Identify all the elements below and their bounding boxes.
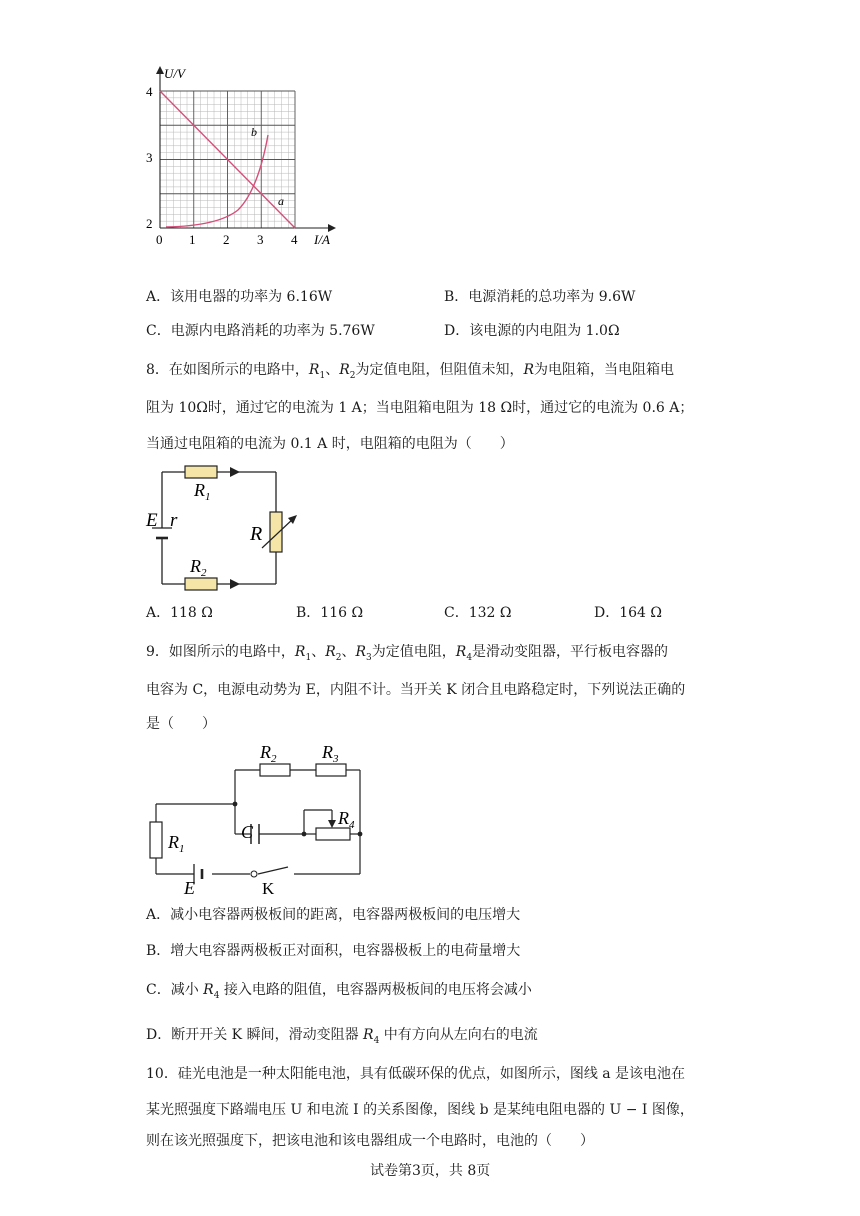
curve-a-label: a [278,194,284,208]
q9-line-2: 电容为 C，电源电动势为 E，内阻不计。当开关 K 闭合且电路稳定时，下列说法正确的 [146,682,686,698]
q8-option-d: D．164 Ω [594,605,663,621]
e-label: E [146,510,158,531]
q7-option-b: B．电源消耗的总功率为 9.6W [444,289,636,305]
capacitor-label: C [241,822,254,842]
r2-label: $R_2$ [260,742,277,765]
node-dot-2 [302,832,307,837]
q9-option-c: C．减小 $R_4$ 接入电路的阻值，电容器两极板间的电压将会减小 [146,982,532,1001]
y-axis-arrow [156,66,164,74]
y-tick-3: 3 [146,150,153,165]
x-tick-3: 3 [257,232,264,247]
node-dot-3 [358,832,363,837]
q7-option-d: D．该电源的内电阻为 1.0Ω [444,323,620,339]
r1-label: $R_1$ [194,480,211,503]
q9-option-d: D．断开开关 K 瞬间，滑动变阻器 $R_4$ 中有方向从左向右的电流 [146,1027,538,1046]
r-var-label: R [250,523,263,545]
q10-line-2: 某光照强度下路端电压 U 和电流 I 的关系图像，图线 b 是某纯电阻电器的 U − I 图像， [146,1102,694,1118]
resistor-r1 [150,822,162,858]
q8-option-a: A．118 Ω [146,605,213,621]
y-axis-label: U/V [164,66,185,81]
battery-label: E [184,878,195,898]
slider-arrow [328,820,336,828]
x-axis-arrow [328,224,336,232]
q8-line-1: 8．在如图所示的电路中，$R_1$、$R_2$为定值电阻，但阻值未知，R为电阻箱，当电阻箱电 [146,362,675,381]
q8-option-c: C．132 Ω [444,605,512,621]
r1-label: $R_1$ [168,832,185,855]
q8-line-2: 阻为 10Ω时，通过它的电流为 1 A；当电阻箱电阻为 18 Ω时，通过它的电流为 0.6 A； [146,400,694,416]
r2-label: $R_2$ [190,556,207,579]
q9-line-1: 9．如图所示的电路中，$R_1$、$R_2$、$R_3$为定值电阻，$R_4$是滑动变阻器，平行板电容器的 [146,644,669,663]
current-arrow-bottom [230,579,240,589]
x-tick-2: 2 [223,232,230,247]
current-arrow-top [230,467,240,477]
circuit-diagram-q8 [140,460,310,595]
resistor-r2 [260,764,290,776]
resistor-r4 [316,828,350,840]
page-footer: 试卷第3页，共 8页 [370,1163,491,1179]
x-tick-1: 1 [189,232,196,247]
q10-line-3: 则在该光照强度下，把该电池和该电器组成一个电路时，电池的（ ） [146,1133,594,1149]
ui-graph [138,60,348,250]
resistor-r1 [185,466,217,478]
switch-label: K [262,879,275,898]
q10-line-1: 10．硅光电池是一种太阳能电池，具有低碳环保的优点，如图所示，图线 a 是该电池在 [146,1066,686,1082]
q7-option-a: A．该用电器的功率为 6.16W [146,289,333,305]
q9-option-b: B．增大电容器两极板正对面积，电容器极板上的电荷量增大 [146,943,521,959]
resistor-r3 [316,764,346,776]
q9-line-3: 是（ ） [146,716,216,732]
q9-option-a: A．减小电容器两极板间的距离，电容器两极板间的电压增大 [146,907,521,923]
q8-option-b: B．116 Ω [296,605,364,621]
resistor-box-r [270,512,282,552]
y-tick-4: 4 [146,84,153,99]
x-axis-label: I/A [314,232,330,247]
q8-line-3: 当通过电阻箱的电流为 0.1 A 时，电阻箱的电阻为（ ） [146,436,514,452]
circuit-diagram-q9 [140,738,380,898]
curve-b-label: b [251,125,257,139]
switch-pivot [251,871,257,877]
r4-label: $R_4$ [338,808,355,831]
x-tick-4: 4 [291,232,298,247]
r-int-label: r [170,510,178,531]
q7-option-c: C．电源内电路消耗的功率为 5.76W [146,323,375,339]
y-tick-2: 2 [146,216,153,231]
node-dot-1 [233,802,238,807]
x-tick-0: 0 [156,232,163,247]
r3-label: $R_3$ [322,742,339,765]
resistor-r2 [185,578,217,590]
